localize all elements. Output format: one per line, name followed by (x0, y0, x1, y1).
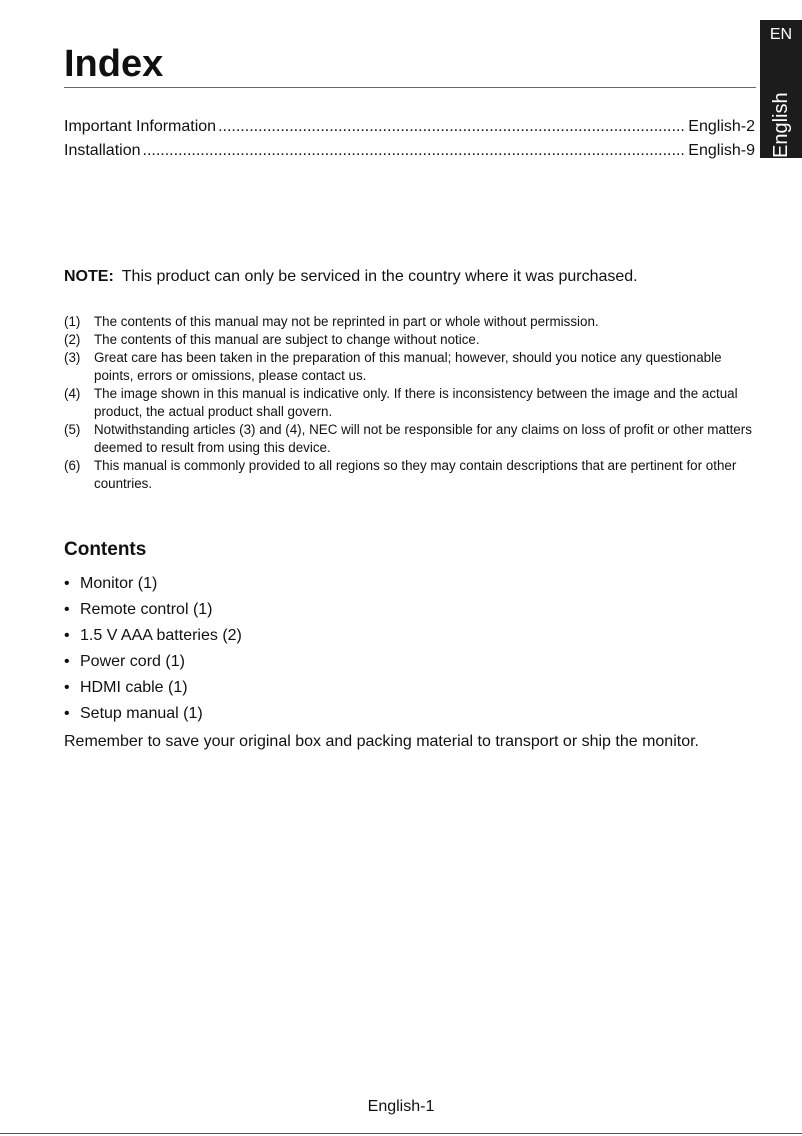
language-tab (760, 20, 802, 158)
page-number: English-1 (367, 1098, 435, 1115)
toc-entry-installation[interactable] (64, 142, 755, 166)
notice-text: The contents of this manual may not be reprinted in part or whole without permission. (94, 314, 599, 329)
page-title: Index (64, 43, 164, 85)
notice-number: (1) (64, 314, 81, 329)
list-item (64, 599, 242, 625)
service-note (64, 268, 638, 286)
contents-list (64, 573, 242, 729)
note-text: This product can only be serviced in the country where it was purchased. (121, 268, 638, 285)
notice-item (64, 313, 754, 331)
bullet: • (64, 705, 70, 722)
bottom-divider (0, 1133, 802, 1134)
notice-item (64, 421, 754, 457)
notice-text: This manual is commonly provided to all regions so they may contain descriptions that are pertinent for other countries. (94, 458, 737, 491)
notice-text: The image shown in this manual is indicative only. If there is inconsistency between the image and the actual product, the actual product shall govern. (94, 386, 738, 419)
contents-item-label: Monitor (1) (80, 575, 158, 592)
notice-list (64, 313, 754, 493)
list-item (64, 625, 242, 651)
note-label: NOTE: (64, 268, 114, 285)
notice-item (64, 457, 754, 493)
list-item (64, 677, 242, 703)
notice-text: Notwithstanding articles (3) and (4), NEC will not be responsible for any claims on loss of profit or other matters deemed to result from using this device. (94, 422, 752, 455)
list-item (64, 573, 242, 599)
toc-leader-dots (218, 118, 686, 136)
notice-text: Great care has been taken in the preparation of this manual; however, should you notice any questionable points, errors or omissions, please contact us. (94, 350, 722, 383)
toc-leader-dots (143, 142, 687, 160)
bullet: • (64, 575, 70, 592)
notice-text: The contents of this manual are subject to change without notice. (94, 332, 480, 347)
notice-number: (5) (64, 422, 81, 437)
toc-page: English-9 (688, 142, 755, 159)
contents-item-label: HDMI cable (1) (80, 679, 188, 696)
notice-number: (6) (64, 458, 81, 473)
notice-number: (2) (64, 332, 81, 347)
contents-item-label: 1.5 V AAA batteries (2) (80, 627, 242, 644)
contents-heading: Contents (64, 539, 147, 560)
notice-item (64, 331, 754, 349)
toc-label: Important Information (64, 118, 217, 135)
language-code: EN (769, 26, 793, 43)
bullet: • (64, 653, 70, 670)
contents-item-label: Power cord (1) (80, 653, 185, 670)
bullet: • (64, 627, 70, 644)
title-divider (64, 87, 756, 88)
notice-item (64, 385, 754, 421)
notice-number: (3) (64, 350, 81, 365)
notice-number: (4) (64, 386, 81, 401)
table-of-contents (64, 118, 755, 166)
bullet: • (64, 601, 70, 618)
bullet: • (64, 679, 70, 696)
toc-label: Installation (64, 142, 141, 159)
language-name: English (770, 92, 792, 158)
toc-entry-important-information[interactable] (64, 118, 755, 142)
contents-item-label: Remote control (1) (80, 601, 213, 618)
notice-item (64, 349, 754, 385)
list-item (64, 703, 242, 729)
toc-page: English-2 (688, 118, 755, 135)
packaging-reminder: Remember to save your original box and packing material to transport or ship the monitor. (64, 733, 699, 750)
list-item (64, 651, 242, 677)
contents-item-label: Setup manual (1) (80, 705, 203, 722)
